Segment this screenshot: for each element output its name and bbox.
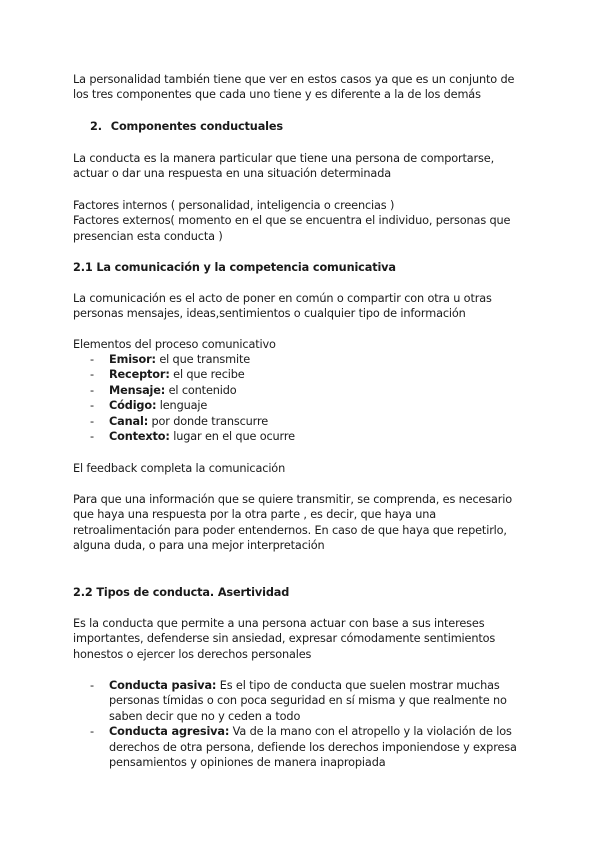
- section-number: 2.: [90, 120, 102, 133]
- factors-paragraph: [73, 198, 543, 244]
- text-line: El feedback completa la comunicación: [73, 462, 286, 475]
- text-line: La comunicación es el acto de poner en común o compartir con otra u otras: [73, 292, 492, 305]
- item-text: por donde transcurre: [148, 414, 268, 428]
- text-line: alguna duda, o para una mejor interpretación: [73, 539, 325, 553]
- communication-paragraph: [73, 291, 543, 322]
- text-line: que haya una respuesta por la otra parte , es decir, que haya una: [73, 508, 437, 522]
- text-line: retroalimentación para poder entendernos. En caso de que haya que repetirlo,: [73, 523, 507, 537]
- text-line: Para que una información que se quiere transmitir, se comprenda, es necesario: [73, 493, 513, 506]
- item-text-line: personas tímidas o con poca seguridad en sí misma y que realmente no: [109, 694, 507, 708]
- item-label: Contexto:: [109, 430, 170, 444]
- item-text: el contenido: [165, 383, 237, 397]
- item-text-line: derechos de otra persona, defiende los derechos imponiendose y expresa: [109, 740, 517, 754]
- item-text: el que recibe: [169, 368, 245, 382]
- list-item-aggressive: [73, 724, 543, 770]
- feedback-paragraph: [73, 461, 543, 476]
- item-label: Receptor:: [109, 368, 170, 382]
- item-label: Canal:: [109, 414, 149, 428]
- list-item: [73, 352, 543, 367]
- definition-paragraph: [73, 151, 543, 182]
- assertiveness-paragraph: [73, 616, 543, 662]
- elements-list: [73, 352, 543, 444]
- item-text: el que transmite: [155, 353, 251, 366]
- section-title: Componentes conductuales: [110, 120, 283, 133]
- section-heading-2: [90, 119, 283, 134]
- list-item: [73, 414, 543, 429]
- text-line: Factores externos( momento en el que se encuentra el individuo, personas que: [73, 214, 511, 228]
- item-label: Código:: [109, 399, 157, 413]
- behavior-types-list: [73, 678, 543, 770]
- item-text: lugar en el que ocurre: [169, 430, 295, 444]
- item-text-line: pensamientos y opiniones de manera inapropiada: [109, 756, 386, 770]
- elements-intro: [73, 337, 543, 352]
- text-line: Es la conducta que permite a una persona actuar con base a sus intereses: [73, 617, 485, 630]
- list-item: [73, 429, 543, 444]
- section-heading-2-2: 2.2 Tipos de conducta. Asertividad: [73, 586, 290, 599]
- list-item: [73, 367, 543, 382]
- text-line: honestos o ejercer los derechos personales: [73, 647, 312, 661]
- item-text: Es el tipo de conducta que suelen mostrar muchas: [216, 679, 500, 692]
- list-item-passive: [73, 678, 543, 724]
- item-text-line: saben decir que no y ceden a todo: [109, 709, 301, 723]
- text-line: La personalidad también tiene que ver en estos casos ya que es un conjunto de: [73, 73, 515, 86]
- item-label: Conducta agresiva:: [109, 725, 230, 739]
- text-line: importantes, defenderse sin ansiedad, expresar cómodamente sentimientos: [73, 632, 496, 646]
- text-line: presencian esta conducta ): [73, 229, 223, 243]
- list-item: [73, 383, 543, 398]
- text-line: los tres componentes que cada uno tiene y es diferente a la de los demás: [73, 88, 481, 102]
- item-label: Mensaje:: [109, 383, 166, 397]
- text-line: actuar o dar una respuesta en una situación determinada: [73, 167, 391, 181]
- item-label: Emisor:: [109, 353, 156, 366]
- text-line: Factores internos ( personalidad, inteligencia o creencias ): [73, 199, 395, 212]
- text-line: Elementos del proceso comunicativo: [73, 338, 276, 351]
- text-line: personas mensajes, ideas,sentimientos o cualquier tipo de información: [73, 307, 466, 321]
- list-item: [73, 398, 543, 413]
- item-label: Conducta pasiva:: [109, 679, 217, 692]
- section-heading-2-1: 2.1 La comunicación y la competencia comunicativa: [73, 261, 396, 274]
- response-paragraph: [73, 492, 543, 554]
- item-text: lenguaje: [156, 399, 208, 413]
- text-line: La conducta es la manera particular que tiene una persona de comportarse,: [73, 152, 495, 165]
- intro-paragraph: [73, 72, 543, 103]
- item-text: Va de la mano con el atropello y la violación de los: [229, 725, 512, 739]
